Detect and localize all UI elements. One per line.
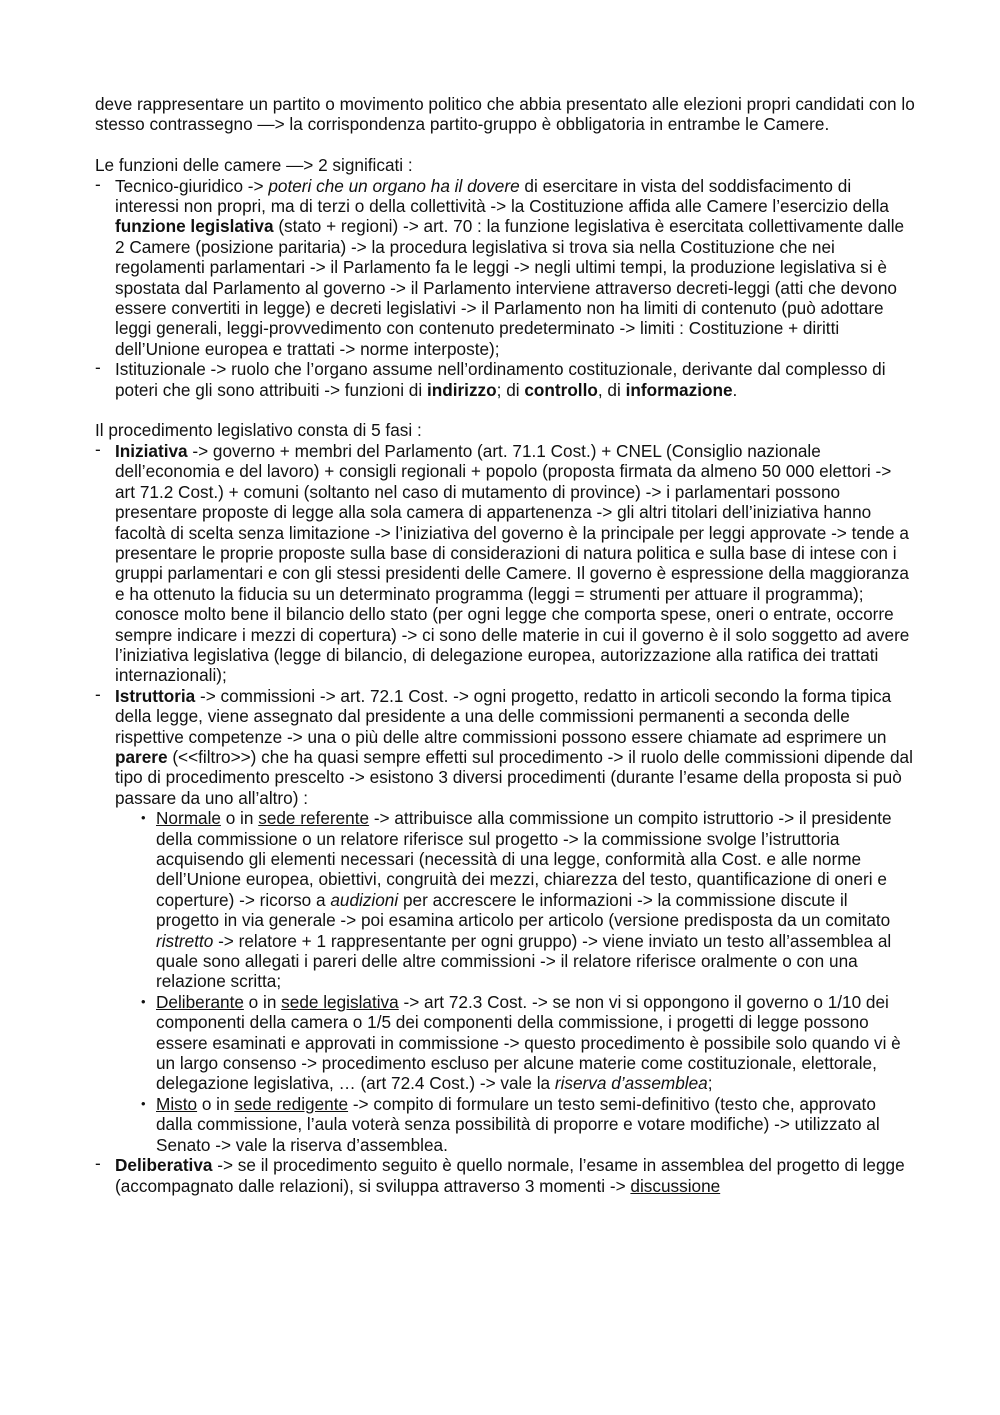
underlined-term: sede referente xyxy=(258,808,370,829)
funzioni-item-istituzionale: - Istituzionale -> ruolo che l’organo assume nell’ordinamento costituzionale, derivante dal complesso di poteri che gli sono attribuiti -> funzioni di indirizzo; di controllo, di informazione. xyxy=(115,359,915,400)
fase-iniziativa: - Iniziativa -> governo + membri del Parlamento (art. 71.1 Cost.) + CNEL (Consiglio nazionale dell’economia e del lavoro) + consigli regionali + popolo (proposta firmata da almeno 50 000 elettori -> art 71.2 Cost.) + comuni (soltanto nel caso di mutamento di province) -> i parlamentari possono presentare proposte di legge alla sola camera di appartenenza -> gli altri titolari dell’iniziativa hanno facoltà di scelta senza limitazione -> l’iniziativa del governo è la principale per leggi approvate -> tende a presentare le proprie proposte sulla base di considerazioni di natura politica e sulla base di intese con i gruppi parlamentari e con gli stessi presidenti delle Camere. Il governo è espressione della maggioranza e ha ottenuto la fiducia su un determinato programma (leggi = strumenti per attuare il programma); conosce molto bene il bilancio dello stato (per ogni legge che comporta spese, oneri o entrate, occorre sempre indicare i mezzi di copertura) -> ci sono delle materie in cui il governo è il solo soggetto ad avere l’iniziativa legislativa (legge di bilancio, di delegazione europea, autorizzazione alla ratifica dei trattati internazionali); xyxy=(115,441,915,686)
bold-term: Deliberativa xyxy=(115,1155,213,1176)
bold-term: indirizzo xyxy=(426,379,497,400)
procedimento-heading: Il procedimento legislativo consta di 5 fasi : xyxy=(95,420,422,441)
sub-item-normale: • Normale o in sede referente -> attribuisce alla commissione un compito istruttorio -> il presidente della commissione o un relatore riferisce sul progetto -> la commissione svolge l’istruttoria acquisendo gli elementi necessari (necessità di una legge, conformità alla Cost. e alle norme dell’Unione europea, obiettivi, congruità dei mezzi, chiarezza del testo, quantificazione di oneri e coperture) -> ricorso a audizioni per accrescere le informazioni -> la commissione discute il progetto in via generale -> poi esamina articolo per articolo (versione predisposta da un comitato ristretto -> relatore + 1 rappresentante per ogni gruppo) -> viene inviato un testo all’assemblea al quale sono allegati i pareri delle altre commissioni -> il relatore riferisce oralmente o con una relazione scritta; xyxy=(156,808,915,992)
underlined-term: Normale xyxy=(156,808,221,829)
paragraph-gap xyxy=(95,135,915,155)
funzioni-heading: Le funzioni delle camere —> 2 significati : xyxy=(95,155,413,176)
underlined-term: Deliberante xyxy=(156,991,244,1012)
paragraph-gap xyxy=(95,400,915,420)
fase-deliberativa: - Deliberativa -> se il procedimento seguito è quello normale, l’esame in assemblea del progetto di legge (accompagnato dalle relazioni), si sviluppa attraverso 3 momenti -> discussione xyxy=(115,1155,915,1196)
underlined-term: discussione xyxy=(630,1175,721,1196)
bold-term: Iniziativa xyxy=(115,440,188,461)
underlined-term: sede legislativa xyxy=(281,991,399,1012)
sub-item-misto: • Misto o in sede redigente -> compito di formulare un testo semi-definitivo (testo che, approvato dalla commissione, l’aula voterà senza possibilità di proporre e votare modifiche) -> utilizzato al Senato -> vale la riserva d’assemblea. xyxy=(156,1094,915,1155)
italic-text: ristretto xyxy=(156,930,214,951)
bold-term: Istruttoria xyxy=(115,685,196,706)
funzioni-item-tecnico: - Tecnico-giuridico -> poteri che un organo ha il dovere di esercitare in vista del soddisfacimento di interessi non propri, ma di terzi o della collettività -> la Costituzione affida alle Camere l’esercizio della funzione legislativa (stato + regioni) -> art. 70 : la funzione legislativa è esercitata collettivamente dalle 2 Camere (posizione paritaria) -> la procedura legislativa si trova sia nella Costituzione che nei regolamenti parlamentari -> il Parlamento fa le leggi -> negli ultimi tempi, la produzione legislativa si è spostata dal Parlamento al governo -> il Parlamento interviene attraverso decreti-leggi (atti che devono essere convertiti in legge) e decreti legislativi -> il Parlamento non ha limiti di contenuto (può adottare leggi generali, leggi-provvedimento con contenuto predeterminato -> limiti : Costituzione + diritti dell’Unione europea e trattati -> norme interposte); xyxy=(115,176,915,360)
bold-term: controllo xyxy=(524,379,598,400)
italic-text: poteri che un organo ha il dovere xyxy=(268,175,520,196)
underlined-term: sede redigente xyxy=(234,1093,349,1114)
funzioni-list xyxy=(95,176,915,400)
sub-item-deliberante: • Deliberante o in sede legislativa -> art 72.3 Cost. -> se non vi si oppongono il governo o 1/10 dei componenti della camera o 1/5 dei componenti della commissione, i progetti di legge possono essere esaminati e approvati in commissione -> questo procedimento è possibile solo quando vi è un largo consenso -> procedimento escluso per alcune materie come costituzionale, elettorale, delegazione legislativa, … (art 72.4 Cost.) -> vale la riserva d’assemblea; xyxy=(156,992,915,1094)
istruttoria-sublist xyxy=(115,808,915,1155)
intro-paragraph: deve rappresentare un partito o movimento politico che abbia presentato alle elezioni propri candidati con lo stesso contrassegno —> la corrispondenza partito-gruppo è obbligatoria in entrambe le Camere. xyxy=(95,94,915,135)
bold-term: informazione xyxy=(625,379,733,400)
procedimento-list xyxy=(95,441,915,1196)
underlined-term: Misto xyxy=(156,1093,198,1114)
bold-term: parere xyxy=(115,746,168,767)
italic-text: riserva d’assemblea xyxy=(554,1073,708,1094)
italic-text: audizioni xyxy=(330,889,399,910)
fase-istruttoria: - Istruttoria -> commissioni -> art. 72.1 Cost. -> ogni progetto, redatto in articoli secondo la forma tipica della legge, viene assegnato dal presidente a una delle commissioni permanenti a seconda delle rispettive competenze -> una o più delle altre commissioni possono essere chiamate ad esprimere un parere (<<filtro>>) che ha quasi sempre effetti sul procedimento -> il ruolo delle commissioni dipende dal tipo di procedimento prescelto -> esistono 3 diversi procedimenti (durante l’esame della proposta si può passare da uno all’altro) : • Normale o in sede referente -> attribuisce alla commissione un compito istruttorio -> il presidente della commissione o un relatore riferisce sul progetto -> la commissione svolge l’istruttoria acquisendo gli elementi necessari (necessità di una legge, conformità alla Cost. e alle norme dell’Unione europea, obiettivi, congruità dei mezzi, chiarezza del testo, quantificazione di oneri e coperture) -> ricorso a audizioni per accrescere le informazioni -> la commissione discute il progetto in via generale -> poi esamina articolo per articolo (versione predisposta da un comitato ristretto -> relatore + 1 rappresentante per ogni gruppo) -> viene inviato un testo all’assemblea al quale sono allegati i pareri delle altre commissioni -> il relatore riferisce oralmente o con una relazione scritta; • Deliberante o in sede legislativa -> art 72.3 Cost. -> se non vi si oppongono il governo o 1/10 dei componenti della camera o 1/5 dei componenti della commissione, i progetti di legge possono essere esaminati e approvati in commissione -> questo procedimento è possibile solo quando vi è un largo consenso -> procedimento escluso per alcune materie come costituzionale, elettorale, delegazione legislativa, … (art 72.4 Cost.) -> vale la riserva d’assemblea; • Misto o in sede redigente -> compito di formulare un testo semi-definitivo (testo che, approvato dalla commissione, l’aula voterà senza possibilità di proporre e votare modifiche) -> utilizzato al Senato -> vale la riserva d’assemblea. xyxy=(115,686,915,1155)
document-body xyxy=(95,94,915,1196)
bold-term: funzione legislativa xyxy=(115,216,274,237)
